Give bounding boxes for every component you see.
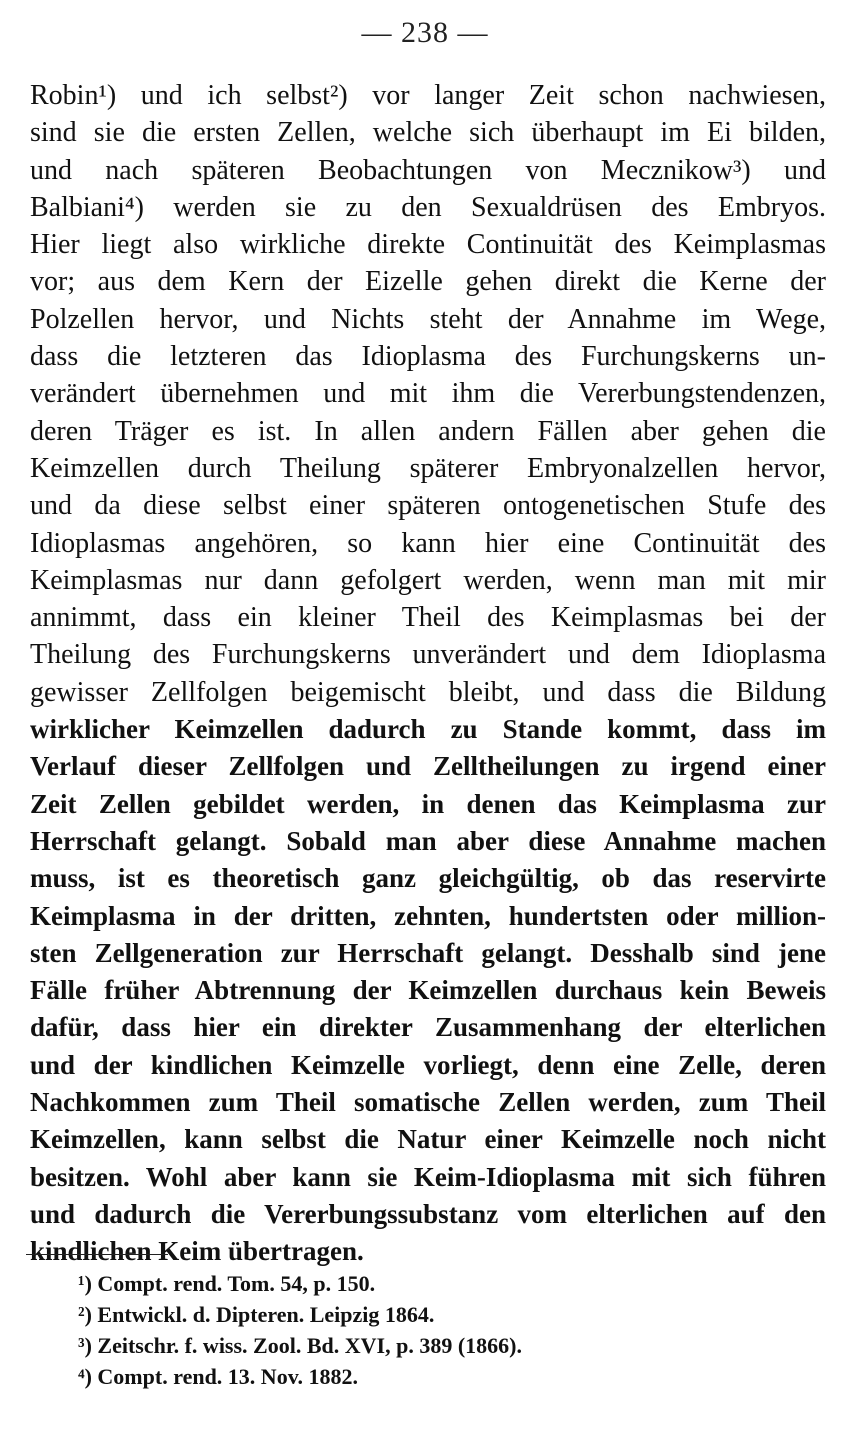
body-text — [30, 77, 826, 1271]
text-line: Balbiani⁴) werden sie zu den Sexualdrüsen des Embryos. — [30, 191, 826, 223]
text-line: Keimplasma in der dritten, zehnten, hundertsten oder million- — [30, 900, 826, 931]
text-line: sind sie die ersten Zellen, welche sich überhaupt im Ei bilden, — [30, 117, 826, 149]
text-line: wirklicher Keimzellen dadurch zu Stande kommt, dass im — [30, 714, 826, 745]
text-line: Herrschaft gelangt. Sobald man aber diese Annahme machen — [30, 825, 826, 856]
text-line: Theilung des Furchungskerns unverändert und dem Idioplasma — [30, 639, 826, 671]
footnote: ¹) Compt. rend. Tom. 54, p. 150. — [78, 1271, 376, 1296]
text-line: Hier liegt also wirkliche direkte Continuität des Keimplasmas — [30, 229, 826, 261]
text-line: muss, ist es theoretisch ganz gleichgültig, ob das reservirte — [30, 863, 826, 894]
text-line: annimmt, dass ein kleiner Theil des Keimplasmas bei der — [30, 602, 826, 634]
text-line: Zeit Zellen gebildet werden, in denen das Keimplasma zur — [30, 788, 826, 819]
text-line: vor; aus dem Kern der Eizelle gehen direkt die Kerne der — [30, 266, 826, 298]
text-line: Keimzellen, kann selbst die Natur einer Keimzelle noch nicht — [30, 1124, 826, 1155]
footnote-divider — [26, 1254, 168, 1255]
text-line: Verlauf dieser Zellfolgen und Zelltheilungen zu irgend einer — [30, 751, 826, 782]
text-line: Idioplasmas angehören, so kann hier eine Continuität des — [30, 527, 826, 559]
text-line: dass die letzteren das Idioplasma des Furchungskerns un- — [30, 341, 826, 373]
text-line: Nachkommen zum Theil somatische Zellen werden, zum Theil — [30, 1087, 826, 1118]
text-line: Robin¹) und ich selbst²) vor langer Zeit schon nachwiesen, — [30, 80, 826, 111]
text-line: Keimzellen durch Theilung späterer Embryonalzellen hervor, — [30, 452, 826, 484]
footnote: ⁴) Compt. rend. 13. Nov. 1882. — [78, 1364, 358, 1389]
text-line: sten Zellgeneration zur Herrschaft gelangt. Desshalb sind jene — [30, 937, 826, 968]
footnotes — [78, 1268, 778, 1392]
text-line: verändert übernehmen und mit ihm die Vererbungstendenzen, — [30, 378, 826, 410]
footnote: ²) Entwickl. d. Dipteren. Leipzig 1864. — [78, 1302, 435, 1327]
text-line: und dadurch die Vererbungssubstanz vom elterlichen auf den — [30, 1198, 826, 1229]
page-number: — 238 — — [361, 16, 489, 49]
text-line: gewisser Zellfolgen beigemischt bleibt, und dass die Bildung — [30, 676, 826, 708]
text-line: Polzellen hervor, und Nichts steht der Annahme im Wege, — [30, 303, 826, 335]
text-line: besitzen. Wohl aber kann sie Keim-Idioplasma mit sich führen — [30, 1161, 826, 1192]
footnote: ³) Zeitschr. f. wiss. Zool. Bd. XVI, p. 389 (1866). — [78, 1333, 522, 1358]
text-line: kindlichen Keim übertragen. — [30, 1236, 364, 1267]
text-line: deren Träger es ist. In allen andern Fällen aber gehen die — [30, 415, 826, 447]
text-line: und nach späteren Beobachtungen von Mecznikow³) und — [30, 154, 826, 186]
text-line: dafür, dass hier ein direkter Zusammenhang der elterlichen — [30, 1012, 826, 1043]
text-line: Fälle früher Abtrennung der Keimzellen durchaus kein Beweis — [30, 975, 826, 1006]
text-line: und der kindlichen Keimzelle vorliegt, denn eine Zelle, deren — [30, 1049, 826, 1080]
text-line: Keimplasmas nur dann gefolgert werden, wenn man mit mir — [30, 564, 826, 596]
text-line: und da diese selbst einer späteren ontogenetischen Stufe des — [30, 490, 826, 522]
